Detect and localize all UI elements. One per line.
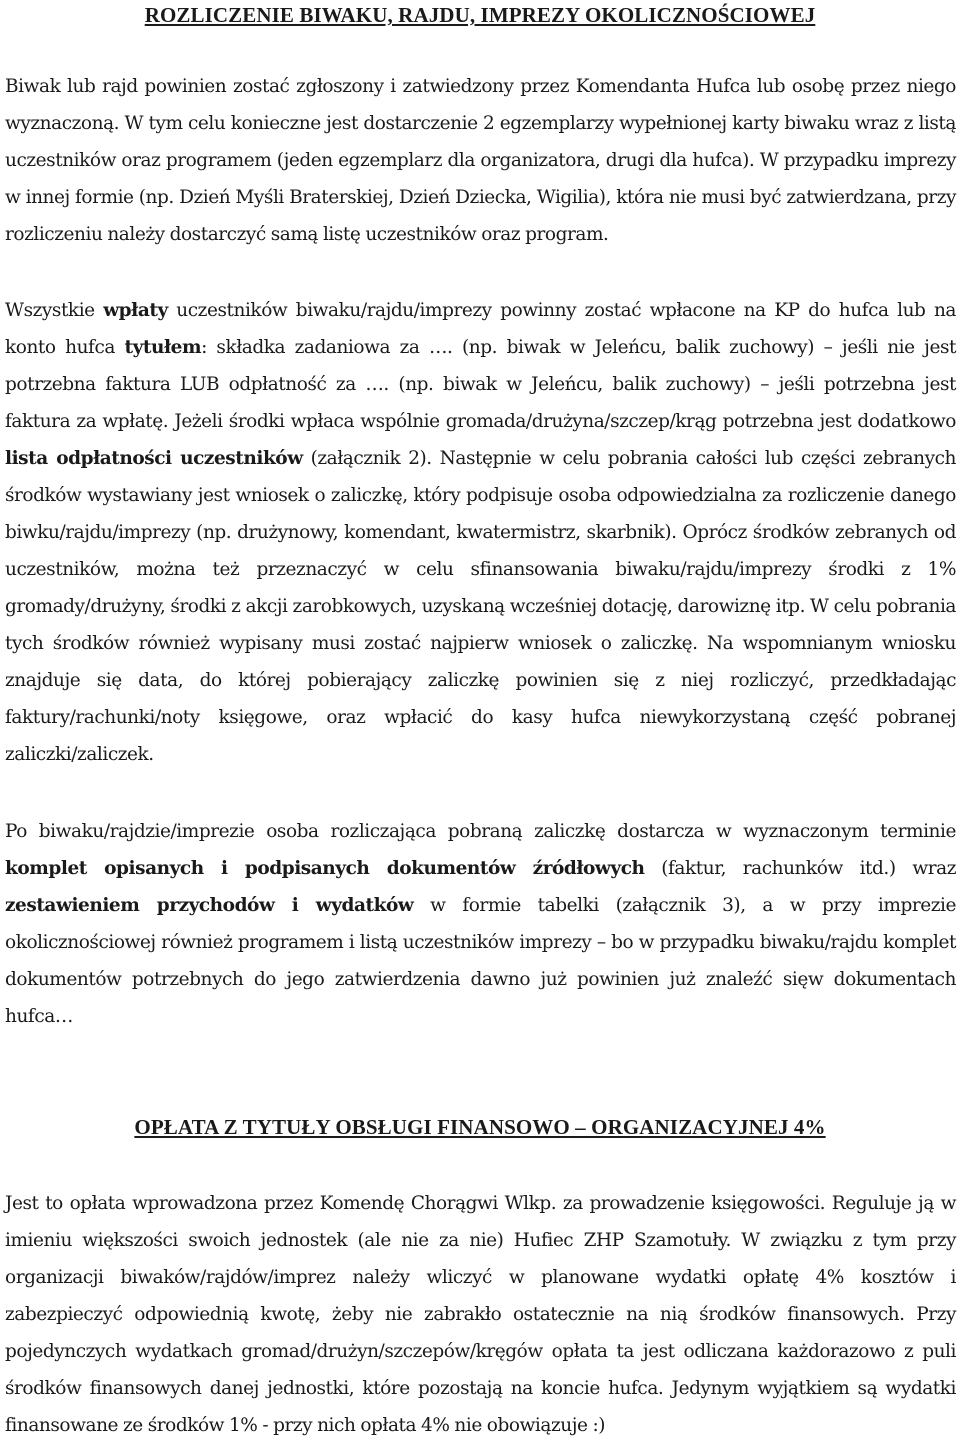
paragraph-settlement-documents xyxy=(5,813,956,1035)
paragraph-payments xyxy=(5,292,956,773)
bold-source-documents: komplet opisanych i podpisanych dokumentów źródłowych xyxy=(5,858,645,879)
text-run: w formie tabelki (załącznik 3), a w przy imprezie okolicznościowej również programem i listą uczestników imprezy – bo w przypadku biwaku/rajdu komplet dokumentów potrzebnych do jego zatwierdzenia dawno już powinien już znaleźć sięw dokumentach hufca… xyxy=(5,895,956,1027)
text-run: (faktur, rachunków itd.) wraz xyxy=(644,858,957,879)
text-run: Wszystkie xyxy=(5,300,104,321)
section-title-fee: OPŁATA Z TYTUŁY OBSŁUGI FINANSOWO – ORGANIZACYJNEJ 4% xyxy=(134,1115,826,1139)
text-run: Po biwaku/rajdzie/imprezie osoba rozliczająca pobraną zaliczkę dostarcza w wyznaczonym terminie xyxy=(5,821,956,842)
bold-income-expenses: zestawieniem przychodów i wydatków xyxy=(5,895,414,916)
bold-payments: wpłaty xyxy=(103,300,168,321)
section-title-settlement: ROZLICZENIE BIWAKU, RAJDU, IMPREZY OKOLICZNOŚCIOWEJ xyxy=(144,3,816,27)
paragraph-registration: Biwak lub rajd powinien zostać zgłoszony i zatwiedzony przez Komendanta Hufca lub osobę przez niego wyznaczoną. W tym celu konieczne jest dostarczenie 2 egzemplarzy wypełnionej karty biwaku wraz z listą uczestników oraz programem (jeden egzemplarz dla organizatora, drugi dla hufca). W przypadku imprezy w innej formie (np. Dzień Myśli Braterskiej, Dzień Dziecka, Wigilia), która nie musi być zatwierdzana, przy rozliczeniu należy dostarczyć samą listę uczestników oraz program. xyxy=(5,76,956,245)
bold-payment-list: lista odpłatności uczestników xyxy=(5,448,303,469)
bold-title: tytułem xyxy=(124,337,202,358)
text-run: (załącznik 2). Następnie w celu pobrania całości lub części zebranych środków wystawiany jest wniosek o zaliczkę, który podpisuje osoba odpowiedzialna za rozliczenie danego biwku/rajdu/imprezy (np. drużynowy, komendant, kwatermistrz, skarbnik). Oprócz środków zebranych od uczestników, można też przeznaczyć w celu sfinansowania biwaku/rajdu/imprezy środki z 1% gromady/drużyny, środki z akcji zarobkowych, uzyskaną wcześniej dotację, darowiznę itp. W celu pobrania tych środków również wypisany musi zostać najpierw wniosek o zaliczkę. Na wspomnianym wniosku znajduje się data, do której pobierający zaliczkę powinien się z niej rozliczyć, przedkładając faktury/rachunki/noty księgowe, oraz wpłacić do kasy hufca niewykorzystaną część pobranej zaliczki/zaliczek. xyxy=(5,448,956,765)
paragraph-fee: Jest to opłata wprowadzona przez Komendę Chorągwi Wlkp. za prowadzenie księgowości. Reguluje ją w imieniu większości swoich jednostek (ale nie za nie) Hufiec ZHP Szamotuły. W związku z tym przy organizacji biwaków/rajdów/imprez należy wliczyć w planowane wydatki opłatę 4% kosztów i zabezpieczyć odpowiednią kwotę, żeby nie zabrakło ostatecznie na nią środków finansowych. Przy pojedynczych wydatkach gromad/drużyn/szczepów/kręgów opłata ta jest odliczana każdorazowo z puli środków finansowych danej jednostki, które pozostają na koncie hufca. Jedynym wyjątkiem są wydatki finansowane ze środków 1% - przy nich opłata 4% nie obowiązuje :) xyxy=(5,1193,956,1436)
text-run: : składka zadaniowa za …. (np. biwak w Jeleńcu, balik zuchowy) – jeśli nie jest potrzebna faktura LUB odpłatność za …. (np. biwak w Jeleńcu, balik zuchowy) – jeśli potrzebna jest faktura za wpłatę. Jeżeli środki wpłaca wspólnie gromada/drużyna/szczep/krąg potrzebna jest dodatkowo xyxy=(5,337,956,432)
text-run: uczestników biwaku/rajdu/imprezy powinny zostać wpłacone na KP do hufca lub na konto hufca xyxy=(5,300,956,358)
